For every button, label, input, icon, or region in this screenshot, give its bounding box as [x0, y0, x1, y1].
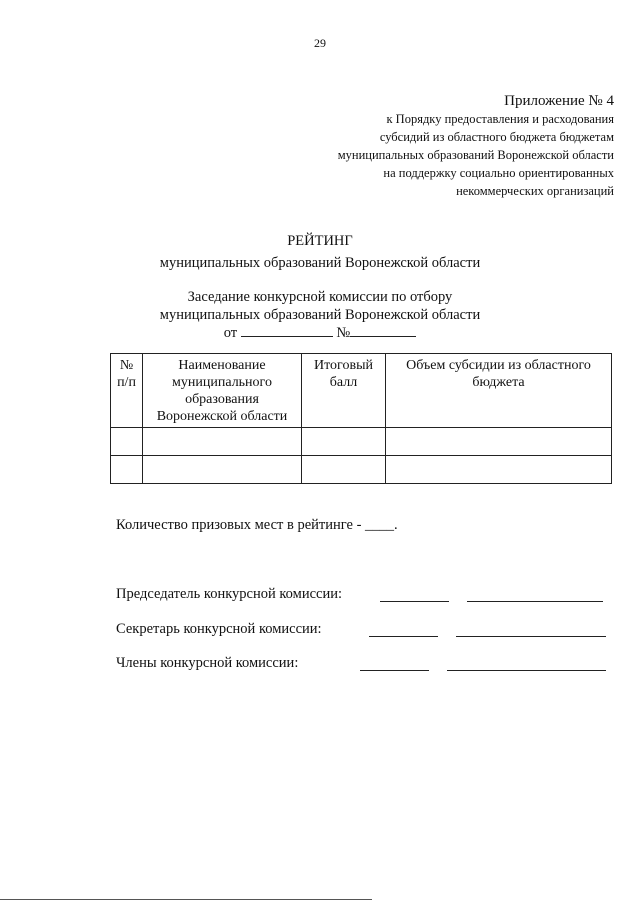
appendix-line: субсидий из областного бюджета бюджетам — [379, 130, 614, 144]
secretary-signature-line — [369, 635, 438, 637]
table-row — [111, 456, 612, 484]
header-subsidy: Объем субсидии из областного бюджета — [386, 354, 612, 428]
document-title: РЕЙТИНГ — [287, 233, 353, 249]
secretary-name-line — [456, 635, 606, 637]
table-cell — [302, 428, 386, 456]
session-date-number-line — [0, 323, 640, 342]
number-label: № — [336, 325, 351, 341]
prize-places-line: Количество призовых мест в рейтинге - ____. — [116, 517, 398, 533]
header-num: № п/п — [111, 354, 143, 428]
table-row — [111, 428, 612, 456]
session-heading-line: муниципальных образований Воронежской области — [159, 307, 481, 323]
header-name: Наименование муниципального образования Воронежской области — [143, 354, 302, 428]
appendix-title: Приложение № 4 — [504, 93, 614, 109]
table-cell — [302, 456, 386, 484]
appendix-line: некоммерческих организаций — [456, 184, 614, 198]
appendix-line: к Порядку предоставления и расходования — [386, 112, 614, 126]
footer-rule — [0, 899, 372, 900]
page-number: 29 — [314, 36, 326, 50]
rating-table — [110, 353, 612, 484]
appendix-line: на поддержку социально ориентированных — [383, 166, 614, 180]
date-blank-field — [241, 323, 333, 337]
number-blank-field — [350, 323, 416, 337]
members-signature-line — [360, 669, 429, 671]
chairman-label: Председатель конкурсной комиссии: — [116, 586, 343, 602]
table-cell — [386, 456, 612, 484]
members-name-line — [447, 669, 606, 671]
document-subtitle: муниципальных образований Воронежской области — [159, 255, 481, 271]
table-cell — [143, 428, 302, 456]
table-cell — [386, 428, 612, 456]
table-cell — [111, 456, 143, 484]
session-heading-line: Заседание конкурсной комиссии по отбору — [187, 289, 453, 305]
chairman-name-line — [467, 600, 603, 602]
chairman-signature-line — [380, 600, 449, 602]
header-score: Итоговый балл — [302, 354, 386, 428]
members-label: Члены конкурсной комиссии: — [116, 655, 299, 671]
date-label: от — [223, 325, 238, 341]
appendix-block — [194, 92, 614, 200]
secretary-label: Секретарь конкурсной комиссии: — [116, 621, 322, 637]
appendix-line: муниципальных образований Воронежской области — [337, 148, 614, 162]
table-cell — [143, 456, 302, 484]
table-cell — [111, 428, 143, 456]
table-header-row — [111, 354, 612, 428]
